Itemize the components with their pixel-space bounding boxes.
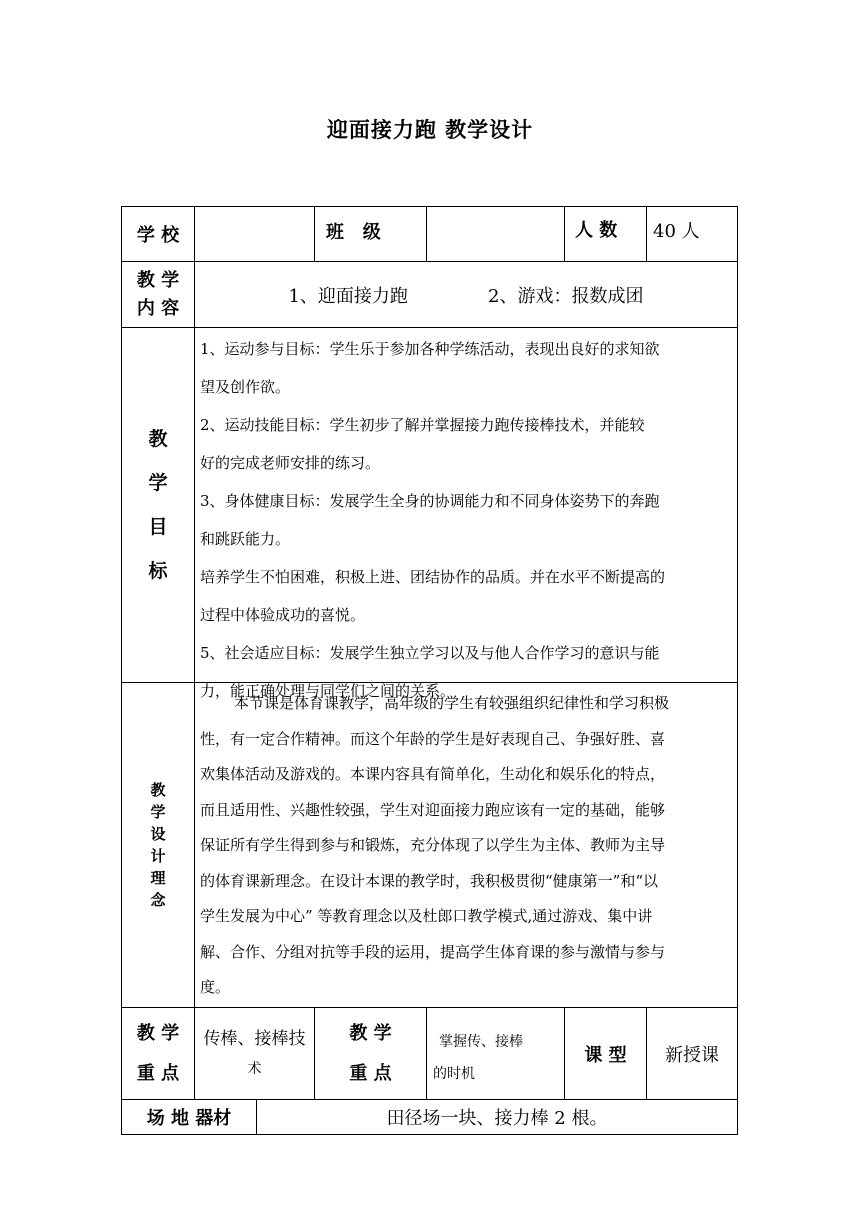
objectives-line: 望及创作欲。 — [200, 378, 291, 396]
key-point-label-line2: 重 点 — [136, 1062, 180, 1084]
venue-equipment-label: 场 地 器材 — [146, 1108, 232, 1129]
count-value: 40 人 — [653, 221, 700, 242]
key-point-value — [195, 1008, 314, 1099]
design-line: 保证所有学生得到参与和锻炼，充分体现了以学生为主体、教师为主导 — [200, 836, 666, 854]
document-title: 迎面接力跑 教学设计 — [326, 118, 534, 142]
difficulty-label — [315, 1008, 426, 1099]
teaching-content-label-line1: 教 学 — [136, 269, 180, 291]
teaching-content-label-line2: 内 容 — [136, 297, 180, 319]
difficulty-label-line2: 重 点 — [349, 1062, 392, 1084]
objectives-label-char-1: 教 — [148, 428, 168, 450]
design-label-char-3: 设 — [150, 825, 166, 843]
class-label: 班 级 — [326, 222, 381, 243]
objectives-line: 和跳跃能力。 — [200, 530, 291, 548]
objectives-line: 2、运动技能目标：学生初步了解并掌握接力跑传接棒技术，并能较 — [200, 416, 645, 434]
design-line: 解、合作、分组对抗等手段的运用，提高学生体育课的参与激情与参与 — [200, 942, 666, 961]
design-line: 欢集体活动及游戏的。本课内容具有简单化，生动化和娱乐化的特点， — [200, 765, 666, 783]
table-border-bottom — [121, 1134, 738, 1135]
difficulty-label-line1: 教 学 — [349, 1022, 392, 1044]
school-label: 学 校 — [136, 225, 180, 246]
table-rule-2 — [121, 327, 738, 328]
key-point-value-line1: 传棒、接棒技 — [203, 1028, 306, 1049]
count-label: 人 数 — [575, 220, 618, 241]
design-concept-label — [122, 683, 194, 1007]
table-border-right — [737, 206, 738, 1135]
objectives-label-char-4: 标 — [148, 560, 168, 582]
objectives-line: 1、运动参与目标：学生乐于参加各种学练活动，表现出良好的求知欲 — [200, 340, 660, 358]
design-line: 本节课是体育课教学，高年级的学生有较强组织纪律性和学习积极 — [234, 694, 670, 712]
design-label-char-2: 学 — [150, 803, 166, 821]
row1-divider-a — [314, 206, 315, 262]
objectives-line: 培养学生不怕困难，积极上进、团结协作的品质。并在水平不断提高的 — [200, 568, 666, 586]
design-line: 学生发展为中心” 等教育理念以及杜郎口教学模式,通过游戏、集中讲 — [200, 907, 653, 925]
difficulty-value — [433, 1026, 564, 1096]
lesson-type-label: 课 型 — [584, 1044, 627, 1066]
key-point-label — [122, 1008, 194, 1099]
design-line: 的体育课新理念。在设计本课的教学时，我积极贯彻“健康第一”和“以 — [200, 871, 659, 890]
objectives-line: 过程中体验成功的喜悦。 — [200, 606, 366, 624]
label-column-divider — [194, 206, 195, 1099]
objectives-text — [200, 330, 735, 700]
key-point-value-line2: 术 — [247, 1060, 262, 1077]
design-label-char-6: 念 — [150, 891, 166, 909]
design-line: 性，有一定合作精神。而这个年龄的学生是好表现自己、争强好胜、喜 — [200, 729, 666, 748]
design-label-char-5: 理 — [150, 869, 166, 887]
row1-divider-d — [646, 206, 647, 262]
teaching-content-label — [122, 262, 194, 327]
objectives-line: 力，能正确处理与同学们之间的关系。 — [200, 682, 456, 700]
row1-divider-c — [564, 206, 565, 262]
lesson-type-value: 新授课 — [665, 1044, 719, 1066]
design-line: 度。 — [200, 978, 231, 996]
difficulty-value-line1: 掌握传、接棒 — [439, 1034, 523, 1050]
difficulty-value-line2: 的时机 — [433, 1066, 475, 1082]
objectives-label-char-2: 学 — [148, 472, 168, 494]
design-label-char-4: 计 — [150, 847, 166, 865]
objectives-line: 好的完成老师安排的练习。 — [200, 454, 381, 472]
venue-equipment-value: 田径场一块、接力棒 2 根。 — [386, 1108, 608, 1129]
class-value — [427, 207, 564, 261]
teaching-content-value: 1、迎面接力跑 2、游戏：报数成团 — [288, 285, 644, 307]
objectives-label-char-3: 目 — [148, 516, 168, 538]
design-label-char-1: 教 — [150, 781, 166, 799]
design-concept-text — [200, 686, 735, 1006]
objectives-line: 5、社会适应目标：发展学生独立学习以及与他人合作学习的意识与能 — [200, 644, 660, 662]
row5-divider-b — [426, 1007, 427, 1100]
school-value — [195, 207, 314, 261]
key-point-label-line1: 教 学 — [136, 1022, 180, 1044]
objectives-label — [122, 328, 194, 682]
objectives-line: 3、身体健康目标：发展学生全身的协调能力和不同身体姿势下的奔跑 — [200, 492, 660, 510]
design-line: 而且适用性、兴趣性较强，学生对迎面接力跑应该有一定的基础，能够 — [200, 800, 666, 819]
